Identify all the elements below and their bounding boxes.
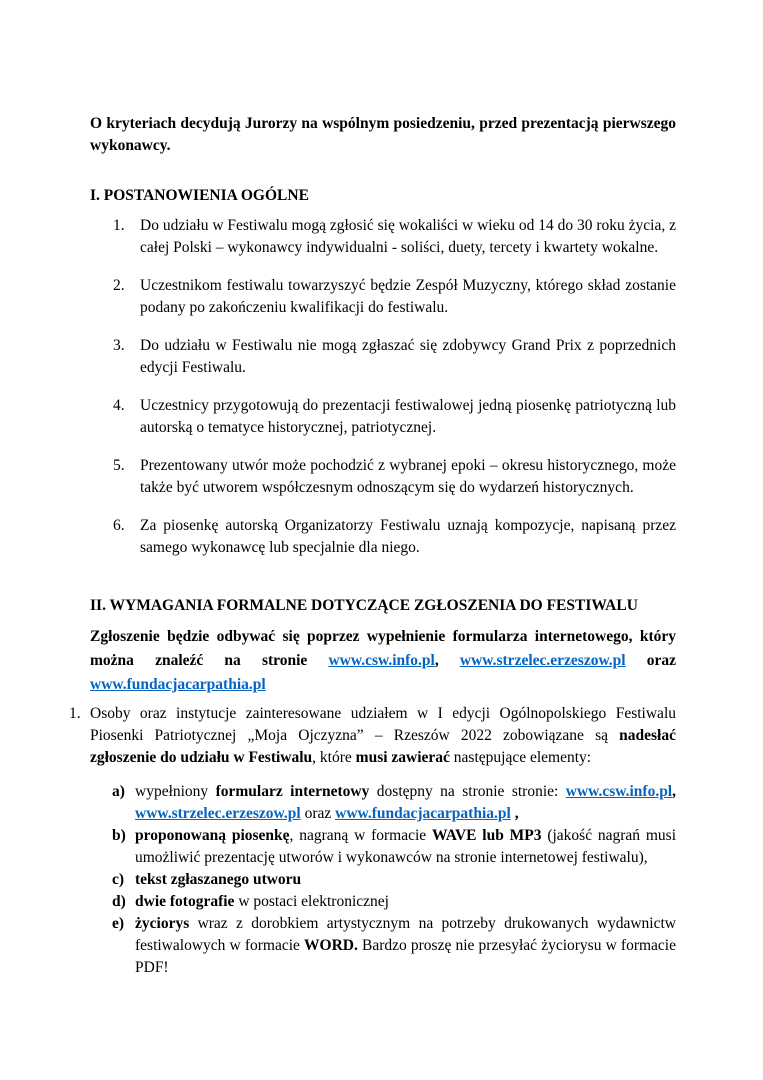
sublist-item-text — [135, 891, 676, 913]
text-segment: wraz z dorobkiem artystycznym na potrzeby drukowanych wydawnictw festiwalowych w formacie — [135, 915, 676, 954]
sublist-item — [90, 891, 676, 913]
text-segment: , które — [312, 749, 356, 766]
sublist-item-text — [135, 781, 676, 825]
list-item-text: Za piosenkę autorską Organizatorzy Festiwalu uznają kompozycje, napisaną przez samego wykonawcę lub specjalnie dla niego. — [140, 517, 676, 556]
sublist-marker: a) — [112, 783, 125, 800]
submission-intro-paragraph — [90, 625, 676, 697]
text-segment: WAVE lub MP3 — [431, 827, 542, 844]
text-segment: Osoby oraz instytucje zainteresowane udziałem w I edycji Ogólnopolskiego Festiwalu Piosenki Patriotycznej „Moja Ojczyzna” – Rzeszów 2022 zobowiązane są — [90, 705, 676, 744]
lead-paragraph: O kryteriach decydują Jurorzy na wspólnym posiedzeniu, przed prezentacją pierwszego wykonawcy. — [90, 115, 676, 154]
list-item — [90, 515, 676, 559]
sublist-item-text — [135, 869, 676, 891]
list-item-text: Prezentowany utwór może pochodzić z wybranej epoki – okresu historycznego, może także być utworem współczesnym odnoszącym się do wydarzeń historycznych. — [140, 457, 676, 496]
text-segment: oraz — [625, 652, 677, 669]
hyperlink[interactable]: www.strzelec.erzeszow.pl — [135, 805, 301, 822]
text-segment: , nagraną w formacie — [289, 827, 432, 844]
sublist-marker: e) — [112, 915, 125, 932]
list-marker: 1. — [113, 217, 125, 234]
submission-elements-sublist — [90, 781, 676, 979]
list-marker: 3. — [113, 337, 125, 354]
list-marker: 2. — [113, 277, 125, 294]
list-marker: 1. — [69, 705, 81, 722]
text-segment: proponowaną piosenkę — [135, 827, 290, 844]
text-segment: dostępny na stronie stronie: — [369, 783, 566, 800]
list-item-text: Uczestnicy przygotowują do prezentacji festiwalowej jedną piosenkę patriotyczną lub autorską o tematyce historycznej, patriotycznej. — [140, 397, 676, 436]
list-item-text — [90, 703, 676, 769]
list-item — [90, 455, 676, 499]
list-item-text: Uczestnikom festiwalu towarzyszyć będzie Zespół Muzyczny, którego skład zostanie podany po zakończeniu kwalifikacji do festiwalu. — [140, 277, 676, 316]
list-item — [90, 215, 676, 259]
sublist-marker: b) — [112, 827, 126, 844]
text-segment: Zgłoszenie będzie odbywać się poprzez wypełnienie formularza internetowego, który można znaleźć na stronie — [90, 628, 676, 669]
text-segment: w postaci elektronicznej — [234, 893, 389, 910]
text-segment: WORD. — [304, 937, 358, 954]
list-marker: 6. — [113, 517, 125, 534]
hyperlink[interactable]: www.fundacjacarpathia.pl — [335, 805, 511, 822]
list-marker: 5. — [113, 457, 125, 474]
text-segment: musi zawierać — [355, 749, 450, 766]
text-segment: nadesłać zgłoszenie do udziału w Festiwalu — [90, 727, 676, 766]
text-segment: życiorys — [135, 915, 190, 932]
sublist-marker: d) — [112, 893, 126, 910]
sublist-marker: c) — [112, 871, 125, 888]
hyperlink[interactable]: www.strzelec.erzeszow.pl — [459, 652, 626, 669]
general-provisions-list — [90, 215, 676, 559]
sublist-item — [90, 781, 676, 825]
text-segment: następujące elementy: — [449, 749, 592, 766]
sublist-item — [90, 869, 676, 891]
list-item-text: Do udziału w Festiwalu nie mogą zgłaszać się zdobywcy Grand Prix z poprzednich edycji Festiwalu. — [140, 337, 676, 376]
text-segment: , — [672, 783, 676, 800]
text-segment: formularz internetowy — [215, 783, 370, 800]
section-1-heading: I. POSTANOWIENIA OGÓLNE — [90, 187, 309, 204]
sublist-item — [90, 913, 676, 979]
list-item — [90, 275, 676, 319]
list-marker: 4. — [113, 397, 125, 414]
hyperlink[interactable]: www.fundacjacarpathia.pl — [90, 676, 266, 693]
sublist-item — [90, 825, 676, 869]
list-item — [90, 335, 676, 379]
text-segment: Bardzo proszę nie przesyłać życiorysu w formacie PDF! — [135, 937, 676, 976]
text-segment: , — [510, 805, 519, 822]
text-segment: (jakość nagrań musi umożliwić prezentację utworów i wykonawców na stronie internetowej festiwalu), — [135, 827, 677, 866]
text-segment: dwie fotografie — [135, 893, 235, 910]
hyperlink[interactable]: www.csw.info.pl — [565, 783, 673, 800]
list-item — [90, 395, 676, 439]
text-segment: oraz — [300, 805, 336, 822]
text-segment: wypełniony — [135, 783, 216, 800]
list-item-text: Do udziału w Festiwalu mogą zgłosić się wokaliści w wieku od 14 do 30 roku życia, z całej Polski – wykonawcy indywidualni - soliści, duety, tercety i kwartety wokalne. — [140, 217, 676, 256]
hyperlink[interactable]: www.csw.info.pl — [328, 652, 435, 669]
sublist-item-text — [135, 825, 676, 869]
submission-list — [69, 703, 676, 769]
section-2-heading: II. WYMAGANIA FORMALNE DOTYCZĄCE ZGŁOSZENIA DO FESTIWALU — [90, 597, 638, 614]
list-item — [69, 703, 676, 769]
text-segment: tekst zgłaszanego utworu — [135, 871, 302, 888]
sublist-item-text — [135, 913, 676, 979]
text-segment: , — [434, 652, 460, 669]
